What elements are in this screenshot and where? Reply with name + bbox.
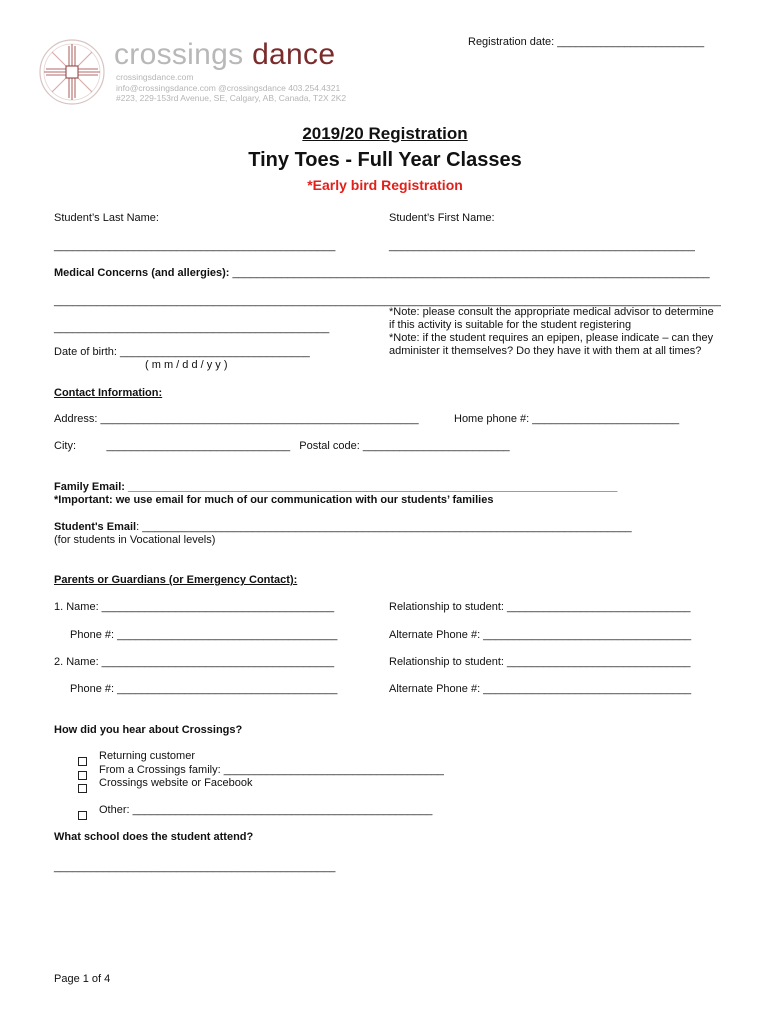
home-phone-field[interactable]: Home phone #: ________________________ — [454, 413, 680, 425]
date-of-birth-field[interactable]: Date of birth: _______________________________ — [54, 346, 310, 358]
parent-1-name-field[interactable]: 1. Name: ______________________________________ — [54, 601, 335, 613]
logo-wordmark — [114, 38, 335, 72]
early-bird-title: *Early bird Registration — [307, 177, 463, 193]
first-name-label: Student’s First Name: — [389, 212, 495, 224]
address-field[interactable]: Address: ____________________________________________________ — [54, 413, 419, 425]
logo-word-dance: dance — [252, 38, 336, 71]
hear-about-heading: How did you hear about Crossings? — [54, 724, 243, 736]
medical-concerns-row[interactable] — [54, 267, 710, 279]
logo-address: #223, 229-153rd Avenue, SE, Calgary, AB, Canada, T2X 2K2 — [116, 93, 347, 103]
medical-concerns-field[interactable]: ______________________________________________________________________________ — [229, 267, 710, 279]
logo-word-crossings: crossings — [114, 38, 244, 71]
medical-concerns-line-3[interactable]: _____________________________________________ — [54, 322, 330, 334]
crossings-logo-icon — [38, 38, 106, 106]
medical-concerns-line-2[interactable]: _____________________________________________________________________________________________________________ — [54, 295, 721, 307]
city-postal-field[interactable]: City: ______________________________ Postal code: ________________________ — [54, 440, 510, 452]
parent-1-relationship-field[interactable]: Relationship to student: ______________________________ — [389, 601, 691, 613]
checkbox-website-facebook[interactable] — [78, 780, 87, 798]
student-email-field[interactable]: : ________________________________________________________________________________ — [136, 521, 632, 533]
parent-1-phone-field[interactable]: Phone #: ____________________________________ — [70, 629, 338, 641]
last-name-field[interactable]: ______________________________________________ — [54, 240, 336, 252]
student-email-label: Student's Email — [54, 521, 137, 533]
parent-2-name-field[interactable]: 2. Name: ______________________________________ — [54, 656, 335, 668]
parent-2-alt-phone-field[interactable]: Alternate Phone #: __________________________________ — [389, 683, 692, 695]
student-email-note: (for students in Vocational levels) — [54, 534, 216, 546]
parent-2-relationship-field[interactable]: Relationship to student: ______________________________ — [389, 656, 691, 668]
parents-heading: Parents or Guardians (or Emergency Contact): — [54, 574, 298, 586]
classes-title: Tiny Toes - Full Year Classes — [248, 149, 522, 171]
date-of-birth-format: ( m m / d d / y y ) — [145, 359, 228, 371]
parent-2-phone-field[interactable]: Phone #: ____________________________________ — [70, 683, 338, 695]
logo-contact: info@crossingsdance.com @crossingsdance 403.254.4321 — [116, 82, 341, 93]
last-name-label: Student’s Last Name: — [54, 212, 159, 224]
school-heading: What school does the student attend? — [54, 831, 254, 843]
option-crossings-family[interactable]: From a Crossings family: ____________________________________ — [99, 764, 444, 776]
option-other[interactable]: Other: _________________________________________________ — [99, 804, 433, 816]
school-field[interactable]: ______________________________________________ — [54, 861, 336, 873]
page-number: Page 1 of 4 — [54, 973, 111, 985]
medical-note-line: *Note: if the student requires an epipen, please indicate – can they — [389, 332, 714, 344]
medical-note-line: *Note: please consult the appropriate medical advisor to determine — [389, 306, 714, 318]
parent-1-alt-phone-field[interactable]: Alternate Phone #: __________________________________ — [389, 629, 692, 641]
logo-website: crossingsdance.com — [116, 72, 194, 82]
medical-notes — [389, 306, 714, 358]
first-name-field[interactable]: __________________________________________________ — [389, 240, 695, 252]
option-website-facebook: Crossings website or Facebook — [99, 777, 253, 789]
family-email-note: *Important: we use email for much of our communication with our students’ families — [54, 494, 494, 506]
medical-concerns-label: Medical Concerns (and allergies): — [54, 267, 230, 279]
registration-title: 2019/20 Registration — [302, 124, 468, 143]
logo-address-block — [116, 72, 346, 104]
contact-info-heading: Contact Information: — [54, 387, 163, 399]
medical-note-line: if this activity is suitable for the student registering — [389, 319, 632, 331]
option-returning-customer: Returning customer — [99, 750, 195, 762]
student-email-row[interactable] — [54, 521, 632, 533]
registration-date-field[interactable]: Registration date: ________________________ — [468, 36, 705, 48]
checkbox-other[interactable] — [78, 807, 87, 825]
medical-note-line: administer it themselves? Do they have it with them at all times? — [389, 345, 702, 357]
family-email-field[interactable]: Family Email: ________________________________________________________________________________ — [54, 481, 618, 493]
